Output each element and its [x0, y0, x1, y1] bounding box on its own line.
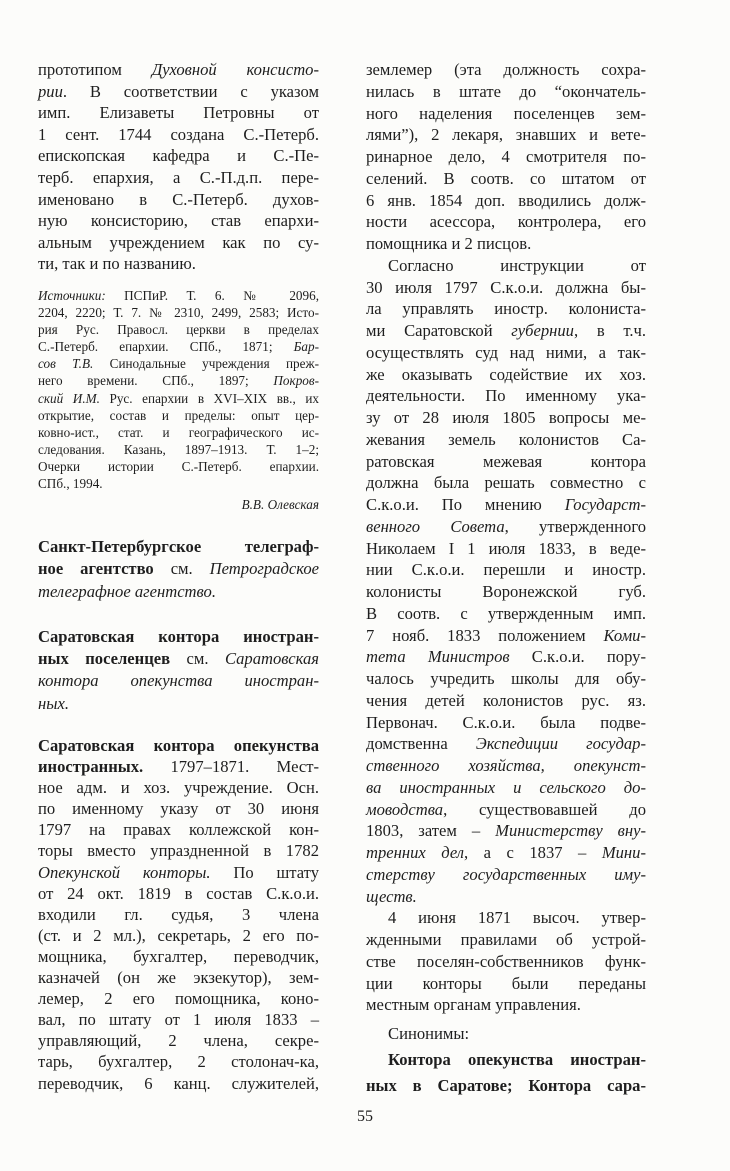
italic-text-run: Экспедиции государ- — [475, 734, 646, 754]
text-run: . В соответствии с указом — [62, 81, 319, 101]
text-line — [38, 390, 319, 407]
text-line: ла управлять иностр. колониста- — [366, 299, 646, 319]
text-run: см. — [153, 559, 210, 579]
text-line — [366, 625, 646, 647]
italic-text-run: Министерству вну- — [495, 821, 646, 841]
text-line — [38, 581, 319, 603]
text-line: ции конторы были переданы — [366, 973, 646, 993]
text-line: ного наделения поселенцев зем- — [366, 103, 646, 123]
text-line: селений. В соотв. со штатом от — [366, 168, 646, 188]
page-number: 55 — [357, 1108, 373, 1125]
text-line: Первонач. С.к.о.и. была подве- — [366, 712, 646, 732]
text-run: ми Саратовской — [366, 321, 512, 340]
text-line — [366, 799, 646, 821]
text-line: Синонимы: — [388, 1024, 470, 1043]
text-line: тарь, бухгалтер, 2 столонач-ка, — [38, 1052, 319, 1072]
text-line: управляющий, 2 члена, секре- — [38, 1031, 319, 1051]
italic-text-run: Саратовская — [224, 649, 319, 669]
text-line: входили гл. судья, 3 члена — [38, 904, 319, 924]
italic-text-run: стерству государственных иму- — [366, 864, 646, 884]
text-run: Рус. епархии в XVI–XIX вв., их — [99, 390, 319, 406]
text-run: , а с 1837 – — [464, 843, 602, 862]
text-line — [38, 626, 319, 648]
italic-text-run: ственного хозяйства, опекунст- — [366, 756, 646, 775]
text-line: лями”), 2 лекаря, знавших и вете- — [366, 125, 646, 145]
bold-headword: иностранных. — [38, 757, 144, 777]
text-run: С.к.о.и. пору- — [509, 647, 646, 667]
text-line: ности асессора, контролера, его — [366, 212, 646, 232]
text-line — [366, 820, 646, 842]
text-line: переводчик, 6 канц. служителей, — [38, 1073, 319, 1093]
text-line: Очерки истории С.-Петерб. епархии. — [38, 458, 319, 474]
text-line: же оказывать содействие их хоз. — [366, 364, 646, 384]
italic-text-run: ва иностранных и сельского до- — [366, 777, 646, 797]
text-line: чения детей колонистов рус. яз. — [366, 690, 646, 710]
text-line — [366, 1047, 646, 1073]
italic-text-run: ных. — [38, 693, 69, 713]
bold-headword: ное агентство — [38, 559, 154, 579]
text-line — [38, 735, 319, 756]
text-line — [38, 648, 319, 670]
text-run: , утвержденного — [504, 516, 647, 536]
text-line: жденными правилами об устрой- — [366, 930, 646, 949]
text-line — [366, 864, 646, 886]
text-run: 7 нояб. 1833 положением — [366, 625, 604, 645]
text-line: нилась в штате до “окончатель- — [366, 81, 646, 101]
text-line — [38, 670, 319, 692]
italic-text-run: ществ. — [366, 886, 417, 906]
text-line: В соотв. с утвержденным имп. — [366, 603, 646, 623]
text-line: землемер (эта должность сохра- — [366, 60, 646, 79]
text-line: следования. Казань, 1897–1913. Т. 1–2; — [38, 441, 319, 457]
text-line — [38, 338, 319, 355]
text-line: местным органам управления. — [366, 995, 581, 1015]
italic-text-run: ский И.М. — [38, 390, 100, 406]
italic-text-run: тренних дел — [366, 843, 465, 862]
italic-text-run: моводства — [366, 799, 444, 819]
italic-text-run: Духовной консисто- — [151, 60, 320, 79]
text-line: деятельности. По именному ука- — [366, 386, 646, 406]
text-line: терб. епархия, а С.-П.д.п. пере- — [38, 167, 319, 187]
bold-headword: Контора опекунства иностран- — [388, 1050, 646, 1069]
text-line: альным учреждением как по су- — [38, 232, 319, 252]
text-line: лемер, 2 его помощника, коно- — [38, 989, 319, 1009]
text-line: вал, по штату от 1 июля 1833 – — [38, 1010, 319, 1030]
text-line: 1797 на правах коллежской кон- — [38, 820, 319, 840]
entry-saratov-settlers-office — [38, 626, 319, 715]
text-line: 4 июня 1871 высоч. утвер- — [388, 908, 646, 928]
text-run: Синодальные учреждения преж- — [93, 356, 319, 372]
article-author: В.В. Олевская — [241, 497, 319, 512]
italic-text-run: сов Т.В. — [38, 356, 94, 372]
text-line: по именному указу от 30 июня — [38, 799, 319, 819]
text-line: СПб., 1994. — [38, 476, 103, 492]
text-line — [366, 320, 646, 342]
text-line: имп. Елизаветы Петровны от — [38, 103, 319, 123]
entry-saratov-guardianship-office-continued — [366, 59, 646, 1016]
text-line — [366, 1073, 646, 1099]
text-run: см. — [170, 649, 225, 669]
text-line: от 24 окт. 1819 в состав С.к.о.и. — [38, 883, 319, 903]
bold-headword: Санкт-Петербургское телеграф- — [38, 537, 319, 556]
italic-text-run: тета Министров — [366, 647, 510, 667]
text-line — [366, 494, 646, 516]
text-line: ную консисторию, став епархи- — [38, 211, 319, 231]
italic-text-run: контора опекунства иностран- — [38, 671, 319, 691]
italic-text-run: Мини- — [601, 843, 646, 862]
italic-text-run: венного Совета — [366, 516, 505, 536]
italic-text-run: Опекунской конторы. — [38, 862, 211, 882]
text-run: С.к.о.и. По мнению — [366, 495, 565, 514]
text-run: прототипом — [38, 60, 152, 79]
text-line — [366, 842, 646, 864]
text-line — [38, 372, 319, 389]
italic-text-run: телеграфное агентство. — [38, 581, 216, 601]
article-continuation-paragraph — [38, 59, 319, 275]
italic-text-run: Бар- — [293, 339, 319, 355]
text-line: ное адм. и хоз. учреждение. Осн. — [38, 778, 319, 798]
text-line — [38, 862, 319, 883]
entry-saratov-guardianship-office — [38, 735, 319, 1094]
text-line — [38, 693, 319, 715]
italic-text-run: Государст- — [564, 495, 646, 514]
text-line: открытие, состав и пределы: опыт цер- — [38, 407, 319, 423]
synonyms-section — [366, 1021, 646, 1099]
text-line: ратовская межевая контора — [366, 451, 646, 471]
text-line: епископская кафедра и С.-Пе- — [38, 146, 319, 166]
text-line: должна была решать совместно с — [366, 473, 646, 493]
text-line — [366, 755, 646, 777]
text-line: рия Рус. Правосл. церкви в пределах — [38, 322, 319, 338]
text-line: Николаем I 1 июля 1833, в веде- — [366, 538, 646, 558]
text-line: нии С.к.о.и. перешли и иностр. — [366, 560, 646, 580]
text-line: зу от 28 июля 1805 вопросы ме- — [366, 408, 646, 427]
text-line — [366, 646, 646, 668]
bold-headword: Саратовская контора иностран- — [38, 627, 319, 646]
text-line: 30 июля 1797 С.к.о.и. должна бы- — [366, 277, 646, 297]
text-line — [38, 536, 319, 558]
sources-list — [38, 287, 319, 492]
text-line — [366, 777, 646, 799]
text-line: мощника, бухгалтер, переводчик, — [38, 946, 319, 966]
text-line: помощника и 2 писцов. — [366, 234, 532, 253]
text-line — [366, 886, 646, 908]
text-line — [38, 59, 319, 81]
text-run: По штату — [210, 862, 319, 882]
text-line: осуществлять суд над ними, а так- — [366, 342, 646, 362]
text-line — [38, 81, 319, 103]
text-run: 1803, затем – — [366, 821, 496, 841]
text-line: ринарное дело, 4 смотрителя по- — [366, 147, 646, 166]
text-run: С.-Петерб. епархии. СПб., 1871; — [38, 339, 294, 355]
text-line: (ст. и 2 мл.), секретарь, 2 его по- — [38, 925, 319, 945]
text-line: стве поселян-собственников функ- — [366, 951, 646, 971]
text-line: Согласно инструкции от — [388, 255, 646, 275]
bold-headword: Саратовская контора опекунства — [38, 736, 319, 755]
text-line: жевания земель колонистов Са- — [366, 429, 646, 449]
text-line — [38, 756, 319, 777]
italic-text-run: губернии — [511, 321, 574, 340]
bold-headword: ных поселенцев — [38, 649, 171, 669]
text-line: казначей (он же экзекутор), зем- — [38, 968, 319, 988]
italic-text-run: Покров- — [273, 373, 319, 389]
text-run: , в т.ч. — [573, 321, 646, 340]
text-line: торы вместо упраздненной в 1782 — [38, 841, 319, 861]
text-line — [38, 287, 319, 304]
text-run: , существовавшей до — [443, 799, 646, 819]
text-line — [366, 516, 646, 538]
text-line: именовано в С.-Петерб. духов- — [38, 189, 319, 209]
text-run: него времени. СПб., 1897; — [38, 373, 274, 389]
text-line: колонисты Воронежской губ. — [366, 582, 646, 601]
text-line: ковно-ист., стат. и географического ис- — [38, 424, 319, 440]
text-line — [38, 355, 319, 372]
text-line — [38, 558, 319, 580]
text-run: ПСПиР. Т. 6. № 2096, — [105, 288, 319, 303]
text-line: чалось учредить школы для обу- — [366, 669, 646, 688]
text-line: 1 сент. 1744 создана С.-Петерб. — [38, 124, 319, 144]
text-line: ти, так и по названию. — [38, 254, 196, 274]
entry-spb-telegraph-agency — [38, 536, 319, 603]
text-line — [366, 733, 646, 755]
text-line: 6 янв. 1854 доп. вводились долж- — [366, 190, 646, 210]
italic-text-run: рии — [38, 81, 63, 101]
text-run: 1797–1871. Мест- — [143, 757, 319, 777]
text-line: 2204, 2220; Т. 7. № 2310, 2499, 2583; Исто- — [38, 305, 319, 321]
italic-text-run: Коми- — [603, 625, 646, 645]
italic-text-run: Петроградское — [209, 559, 319, 579]
text-run: домственна — [366, 734, 476, 754]
bold-headword: ных в Саратове; Контора сара- — [366, 1076, 646, 1095]
italic-text-run: Источники: — [38, 288, 106, 303]
